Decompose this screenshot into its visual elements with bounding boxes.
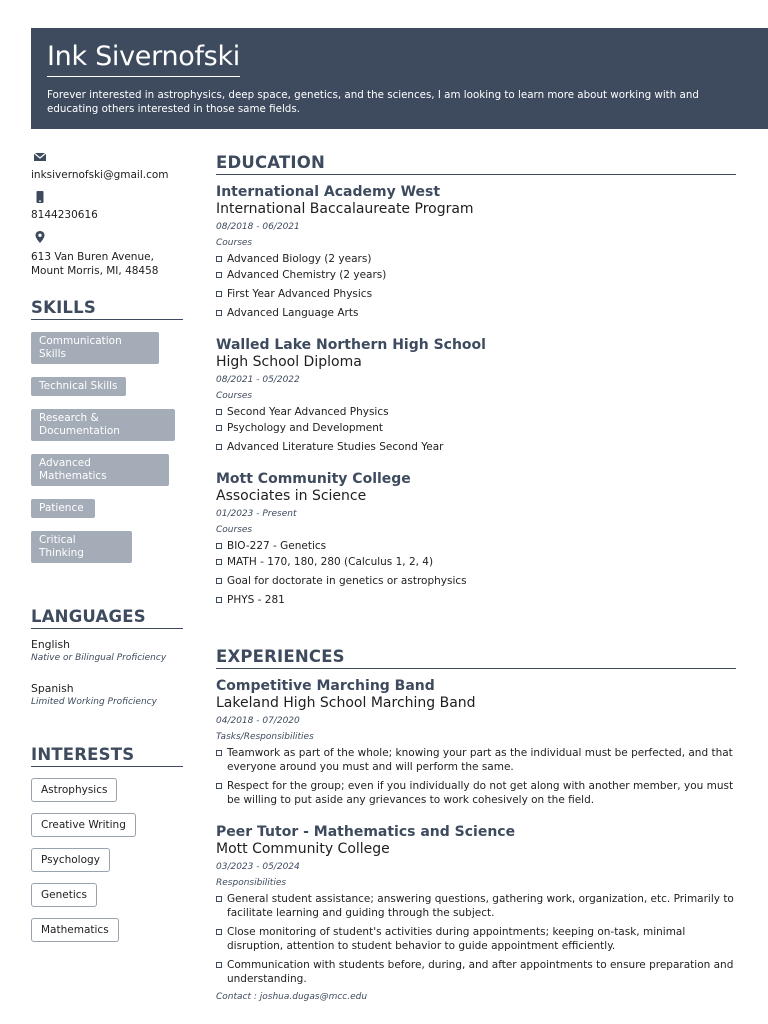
education-entry	[216, 183, 736, 320]
email-text[interactable]: inksivernofski@gmail.com	[31, 169, 169, 181]
phone-icon	[33, 190, 47, 204]
language-name: Spanish	[31, 682, 74, 695]
contact-label: Contact :	[216, 992, 260, 1002]
responsibility-item: Respect for the group; even if you individually do not get along with another member, you must be willing to put aside any grievances to work cohesively on the field.	[216, 779, 736, 807]
course-item: Advanced Biology (2 years)	[216, 252, 497, 266]
education-entry	[216, 336, 736, 454]
interests-list	[31, 778, 183, 942]
contact-email[interactable]: joshua.dugas@mcc.edu	[259, 992, 368, 1002]
skill-tag: Advanced Mathematics	[31, 454, 169, 486]
course-item: Psychology and Development	[216, 421, 497, 435]
skill-tag: Research & Documentation	[31, 409, 175, 441]
language-item	[31, 682, 183, 708]
education-entry	[216, 470, 736, 607]
course-item: Second Year Advanced Physics	[216, 405, 497, 419]
course-item: BIO-227 - Genetics	[216, 539, 497, 553]
interest-tag: Genetics	[31, 883, 97, 907]
summary-text: Forever interested in astrophysics, deep space, genetics, and the sciences, I am looking to learn more about working with and educating others interested in those same fields.	[47, 89, 699, 115]
candidate-name: Ink Sivernofski	[47, 40, 240, 77]
address-line-1: 613 Van Buren Avenue,	[31, 251, 154, 263]
skill-tag: Technical Skills	[31, 377, 126, 396]
courses-label: Courses	[216, 391, 253, 401]
tasks-label: Responsibilities	[216, 878, 287, 888]
interest-tag: Psychology	[31, 848, 110, 872]
experience-entry	[216, 823, 736, 1002]
degree-title: Associates in Science	[216, 488, 367, 504]
language-level: Limited Working Proficiency	[31, 697, 157, 707]
date-range: 01/2023 - Present	[216, 509, 297, 519]
right-column	[216, 150, 736, 1002]
degree-title: International Baccalaureate Program	[216, 201, 474, 217]
skill-tag: Communication Skills	[31, 332, 159, 364]
interest-tag: Astrophysics	[31, 778, 117, 802]
course-item: Advanced Chemistry (2 years)	[216, 268, 497, 282]
address-text	[31, 250, 183, 278]
course-list	[216, 403, 736, 454]
role-title: Competitive Marching Band	[216, 678, 435, 694]
date-range: 08/2018 - 06/2021	[216, 222, 300, 232]
responsibility-item: Teamwork as part of the whole; knowing your part as the individual must be perfected, and that everyone around you must and will perform the same.	[216, 746, 736, 774]
date-range: 08/2021 - 05/2022	[216, 375, 300, 385]
language-level: Native or Bilingual Proficiency	[31, 653, 167, 663]
skills-list	[31, 332, 183, 563]
education-heading: EDUCATION	[216, 153, 736, 175]
institution-name: Walled Lake Northern High School	[216, 337, 486, 353]
interest-tag: Creative Writing	[31, 813, 136, 837]
course-item: Advanced Literature Studies Second Year	[216, 440, 497, 454]
course-list	[216, 537, 736, 607]
language-item	[31, 638, 183, 664]
responsibility-item: Communication with students before, during, and after appointments to ensure preparation and understanding.	[216, 958, 736, 986]
institution-name: Mott Community College	[216, 471, 411, 487]
date-range: 03/2023 - 05/2024	[216, 862, 300, 872]
languages-heading: LANGUAGES	[31, 607, 183, 629]
tasks-label: Tasks/Responsibilities	[216, 732, 314, 742]
experience-entry	[216, 677, 736, 807]
resume-header	[31, 28, 768, 129]
courses-label: Courses	[216, 238, 253, 248]
courses-label: Courses	[216, 525, 253, 535]
interests-heading: INTERESTS	[31, 745, 183, 767]
date-range: 04/2018 - 07/2020	[216, 716, 300, 726]
organization-name: Mott Community College	[216, 841, 390, 857]
course-item: PHYS - 281	[216, 593, 497, 607]
language-name: English	[31, 638, 70, 651]
role-title: Peer Tutor - Mathematics and Science	[216, 824, 516, 840]
course-item: Advanced Language Arts	[216, 306, 497, 320]
reference-contact	[216, 992, 736, 1002]
skills-heading: SKILLS	[31, 298, 183, 320]
course-item: MATH - 170, 180, 280 (Calculus 1, 2, 4)	[216, 555, 497, 569]
envelope-icon	[33, 150, 47, 164]
course-item: Goal for doctorate in genetics or astrophysics	[216, 574, 497, 588]
responsibility-item: Close monitoring of student's activities during appointments; keeping on-task, minimal disruption, attention to student behavior to guide appointment efficiently.	[216, 925, 736, 953]
degree-title: High School Diploma	[216, 354, 362, 370]
left-column	[31, 150, 183, 942]
course-list	[216, 250, 736, 320]
experiences-heading: EXPERIENCES	[216, 647, 736, 669]
organization-name: Lakeland High School Marching Band	[216, 695, 476, 711]
location-pin-icon	[33, 230, 47, 244]
interest-tag: Mathematics	[31, 918, 119, 942]
address-line-2: Mount Morris, MI, 48458	[31, 265, 159, 277]
institution-name: International Academy West	[216, 184, 441, 200]
responsibility-item: General student assistance; answering questions, gathering work, organization, etc. Primarily to facilitate learning and guiding through the subject.	[216, 892, 736, 920]
skill-tag: Critical Thinking	[31, 531, 132, 563]
course-item: First Year Advanced Physics	[216, 287, 497, 301]
skill-tag: Patience	[31, 499, 95, 518]
phone-text[interactable]: 8144230616	[31, 209, 98, 221]
